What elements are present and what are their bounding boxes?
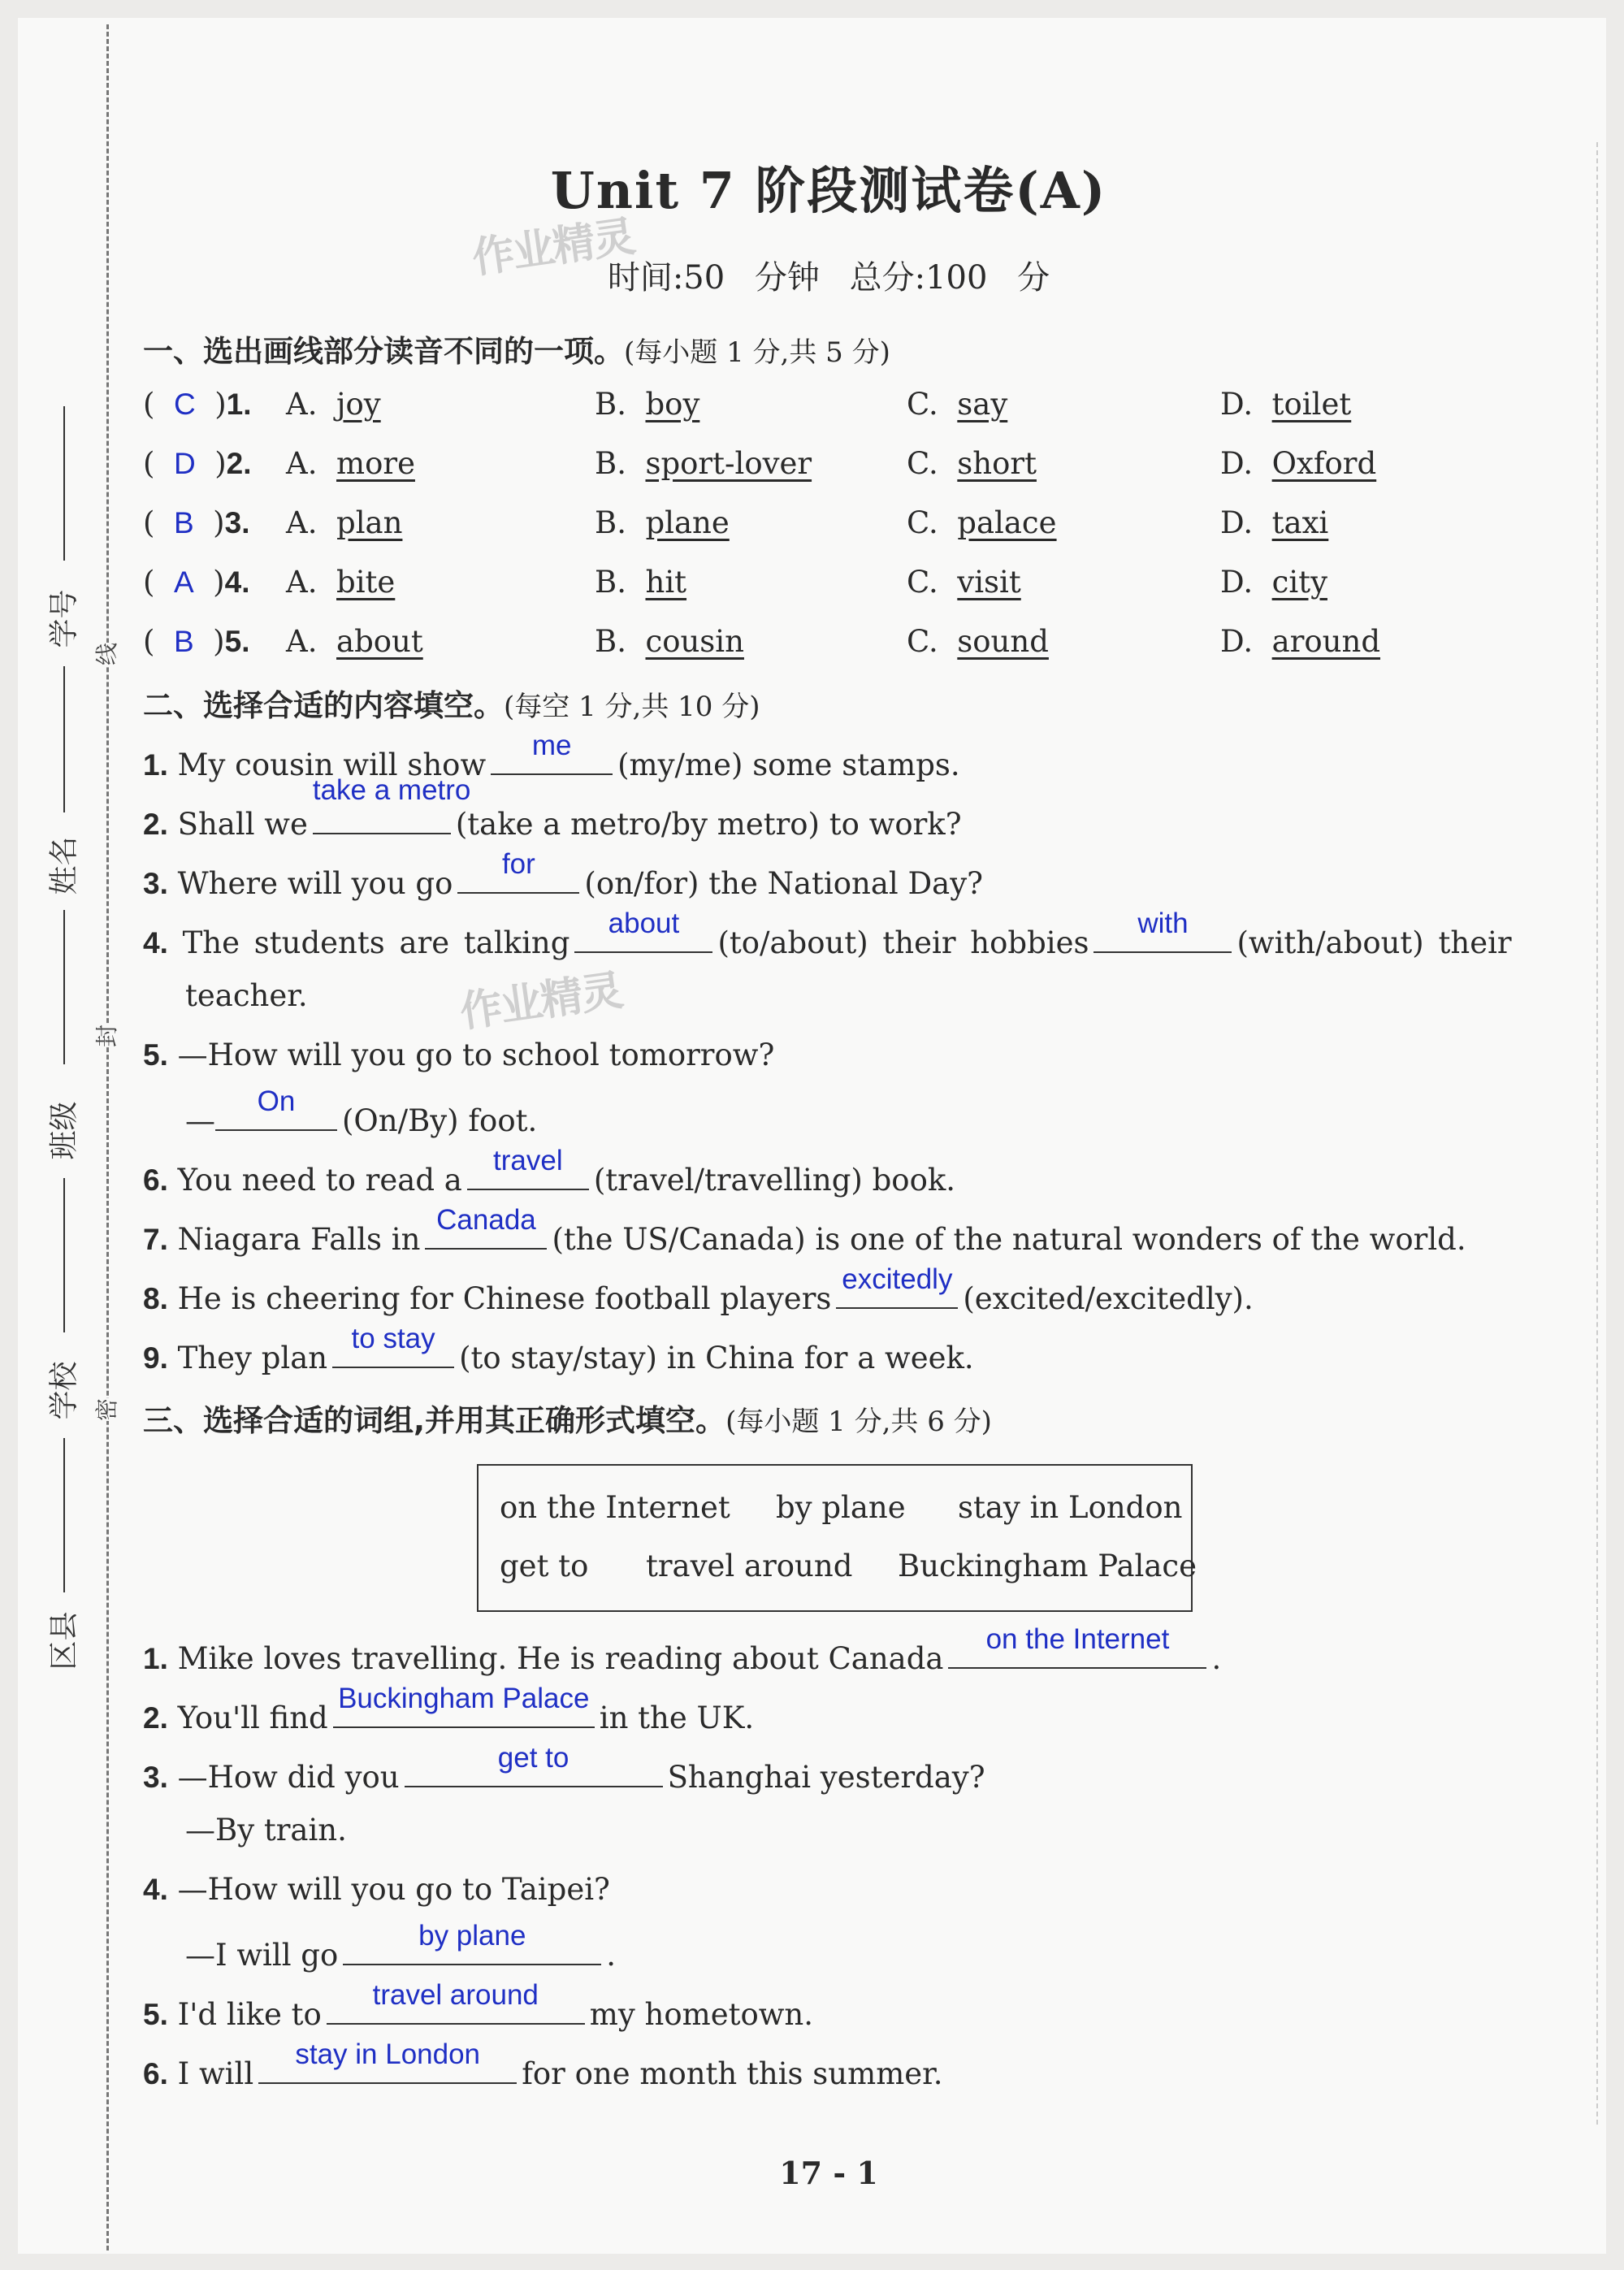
s2-question-4: 4. The students are talking about (to/about) their hobbies with (with/about) their xyxy=(143,908,1512,960)
s2-question-1: 1. My cousin will show me (my/me) some stamps. xyxy=(143,730,960,782)
s3-question-5: 5. I'd like to travel around my hometown. xyxy=(143,1979,813,2032)
s3-question-4-reply: —I will go by plane . xyxy=(185,1920,617,1973)
blank-line-student-id xyxy=(63,406,65,561)
s1-question-3: ( B )3. A. plan B. plane C. palace D. taxi xyxy=(143,505,1329,540)
section2-heading: 二、选择合适的内容填空。(每空 1 分,共 10 分) xyxy=(143,688,760,723)
word-bank-item: travel around xyxy=(646,1549,853,1583)
s2-answer-7: Canada xyxy=(436,1204,536,1236)
s3-question-4: 4. —How will you go to Taipei? xyxy=(143,1872,610,1907)
s2-answer-8: excitedly xyxy=(842,1263,953,1295)
watermark-top: 作业精灵 xyxy=(469,212,637,284)
seal-mark-secret: 密 xyxy=(89,1398,122,1421)
s2-question-6: 6. You need to read a travel (travel/travelling) book. xyxy=(143,1145,956,1198)
s3-answer-1: on the Internet xyxy=(985,1623,1170,1655)
blank-line-class xyxy=(63,910,65,1064)
s2-answer-9: to stay xyxy=(351,1323,435,1354)
s3-answer-5: travel around xyxy=(372,1979,539,2011)
s3-answer-6: stay in London xyxy=(295,2038,481,2070)
answer-5: B xyxy=(173,625,194,658)
s3-question-6: 6. I will stay in London for one month this summer. xyxy=(143,2038,943,2091)
page-title: Unit 7 阶段测试卷(A) xyxy=(550,161,1107,220)
s2-answer-3: for xyxy=(501,848,535,880)
watermark-mid: 作业精灵 xyxy=(457,966,625,1038)
s2-answer-5: On xyxy=(257,1085,296,1117)
s2-question-5: 5. —How will you go to school tomorrow? xyxy=(143,1038,775,1072)
s3-answer-3: get to xyxy=(497,1742,569,1774)
word-bank-item: by plane xyxy=(776,1490,906,1525)
answer-4: A xyxy=(173,565,194,599)
answer-1: C xyxy=(173,388,196,421)
section3-heading: 三、选择合适的词组,并用其正确形式填空。(每小题 1 分,共 6 分) xyxy=(143,1403,992,1438)
s2-question-2: 2. Shall we take a metro (take a metro/by metro) to work? xyxy=(143,774,962,842)
s2-question-4-cont: teacher. xyxy=(185,978,308,1013)
s2-question-7: 7. Niagara Falls in Canada (the US/Canada) is one of the natural wonders of the world. xyxy=(143,1204,1466,1257)
right-dashed-line xyxy=(1596,142,1598,2125)
answer-2: D xyxy=(173,447,196,480)
s2-answer-4b: with xyxy=(1137,908,1189,939)
s3-question-3: 3. —How did you get to Shanghai yesterday? xyxy=(143,1742,985,1795)
s3-question-2: 2. You'll find Buckingham Palace in the UK. xyxy=(143,1683,755,1735)
label-student-id: 学号 xyxy=(47,589,81,648)
word-bank-item: Buckingham Palace xyxy=(898,1549,1197,1583)
label-name: 姓名 xyxy=(47,836,81,895)
seal-mark-line: 线 xyxy=(89,643,122,665)
s1-question-5: ( B )5. A. about B. cousin C. sound D. around xyxy=(143,624,1381,659)
exam-time-score: 时间:50 分钟 总分:100 分 xyxy=(607,259,1050,297)
s3-question-1: 1. Mike loves travelling. He is reading about Canada on the Internet . xyxy=(143,1623,1222,1676)
blank-line-district xyxy=(63,1438,65,1592)
s2-answer-1: me xyxy=(531,730,572,761)
s2-question-5-reply: — On (On/By) foot. xyxy=(185,1085,538,1138)
s3-question-3-reply: —By train. xyxy=(185,1813,347,1848)
word-bank-item: get to xyxy=(500,1549,589,1583)
s2-answer-6: travel xyxy=(493,1145,563,1176)
seal-mark-seal: 封 xyxy=(89,1025,122,1047)
s2-answer-2: take a metro xyxy=(312,774,471,806)
page-number: 17 - 1 xyxy=(779,2155,878,2191)
label-class: 班级 xyxy=(47,1101,81,1160)
s2-question-3: 3. Where will you go for (on/for) the National Day? xyxy=(143,848,983,901)
label-school: 学校 xyxy=(47,1361,81,1420)
blank-line-school xyxy=(63,1178,65,1332)
s2-question-9: 9. They plan to stay (to stay/stay) in China for a week. xyxy=(143,1323,974,1375)
s1-question-4: ( A )4. A. bite B. hit C. visit D. city xyxy=(143,565,1327,600)
word-bank-item: stay in London xyxy=(958,1490,1183,1525)
s2-question-8: 8. He is cheering for Chinese football players excitedly (excited/excitedly). xyxy=(143,1263,1254,1316)
binding-dashed-line xyxy=(106,24,109,2251)
s1-question-2: ( D )2. A. more B. sport-lover C. short D. Oxford xyxy=(143,446,1377,481)
answer-3: B xyxy=(173,506,194,539)
s2-answer-4a: about xyxy=(608,908,680,939)
s1-question-1: ( C )1. A. joy B. boy C. say D. toilet xyxy=(143,387,1352,422)
word-bank-item: on the Internet xyxy=(500,1490,730,1525)
section1-heading: 一、选出画线部分读音不同的一项。(每小题 1 分,共 5 分) xyxy=(143,334,890,369)
word-bank-box xyxy=(477,1464,1197,1612)
label-district: 区县 xyxy=(47,1611,81,1670)
s3-answer-2: Buckingham Palace xyxy=(338,1683,590,1714)
blank-line-name xyxy=(63,666,65,812)
s3-answer-4: by plane xyxy=(418,1920,526,1952)
